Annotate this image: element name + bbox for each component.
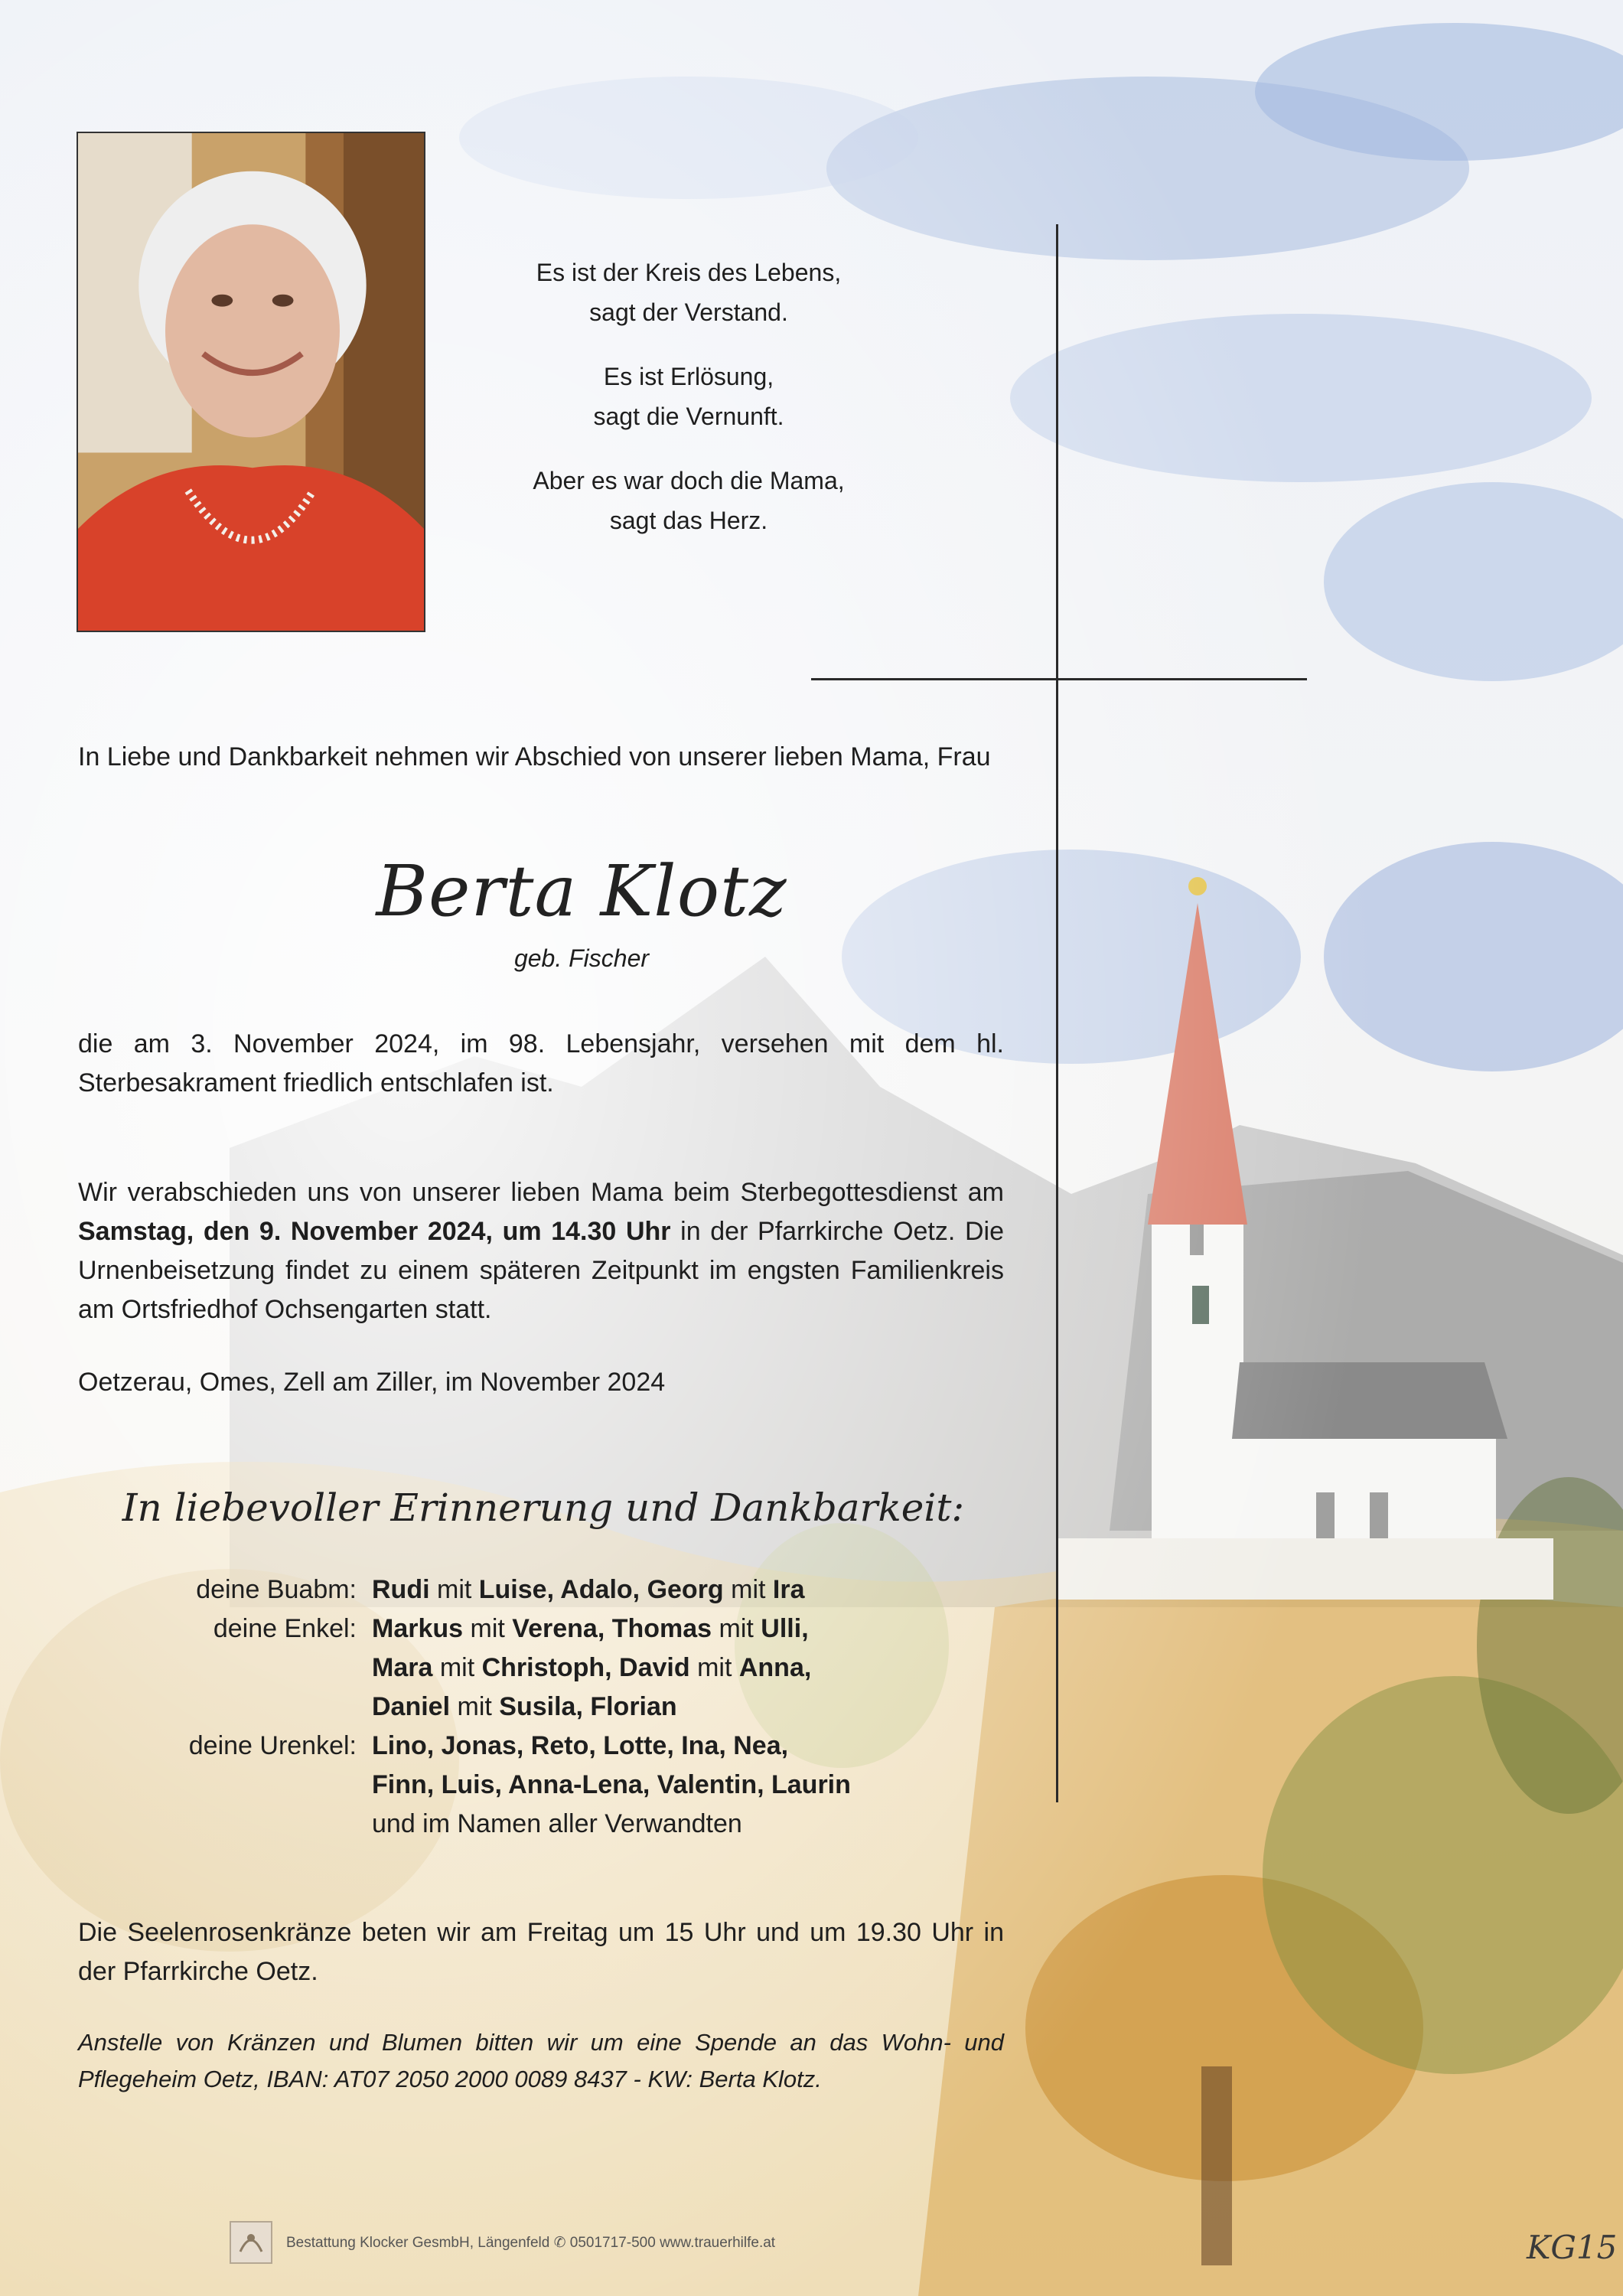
poem-line: Aber es war doch die Mama,	[533, 467, 845, 494]
family-line	[372, 1609, 995, 1649]
service-text	[78, 1173, 1004, 1329]
family-row-grandchildren	[77, 1609, 995, 1727]
poem-line: Es ist der Kreis des Lebens,	[536, 259, 842, 286]
family-line	[372, 1649, 995, 1688]
portrait-photo	[77, 132, 425, 632]
family-line	[372, 1727, 995, 1766]
family-member: Florian	[590, 1692, 677, 1721]
footer	[230, 2219, 918, 2265]
poem-stanza-3	[459, 461, 918, 540]
place-date: Oetzerau, Omes, Zell am Ziller, im November 2024	[78, 1368, 666, 1397]
footer-text: Bestattung Klocker GesmbH, Längenfeld ✆ 0501717-500 www.trauerhilfe.at	[286, 2234, 776, 2251]
family-joiner: mit	[712, 1614, 761, 1643]
poem-stanza-1	[459, 253, 918, 332]
poem-line: sagt das Herz.	[609, 507, 768, 534]
family-member: Thomas	[611, 1614, 712, 1643]
poem-stanza-2	[459, 357, 918, 436]
family-label: deine Urenkel:	[188, 1731, 357, 1760]
family-list	[77, 1570, 995, 1844]
family-separator: ,	[575, 1692, 591, 1721]
family-joiner: mit	[723, 1575, 773, 1604]
birth-name: geb. Fischer	[513, 944, 650, 972]
family-member: Christoph	[481, 1653, 605, 1682]
funeral-home-logo-icon	[230, 2221, 272, 2264]
donation-text: Anstelle von Kränzen und Blumen bitten wir um eine Spende an das Wohn- und Pflegeheim Oetz, IBAN: AT07 2050 2000 0089 8437 - KW: Berta Klotz.	[78, 2029, 1004, 2092]
poem-line: Es ist Erlösung,	[603, 363, 774, 390]
family-joiner: mit	[689, 1653, 739, 1682]
family-separator: ,	[803, 1653, 812, 1682]
family-member: Luise	[478, 1575, 547, 1604]
family-joiner: mit	[463, 1614, 513, 1643]
poem	[459, 253, 918, 565]
service-text-before: Wir verabschieden uns von unserer lieben Mama beim Sterbegottesdienst am	[78, 1178, 1004, 1207]
family-line	[372, 1688, 995, 1727]
artist-signature: KG15	[1527, 2229, 1618, 2266]
cross-horizontal-line	[811, 678, 1307, 680]
family-row-sons	[77, 1570, 995, 1609]
family-member: Adalo	[560, 1575, 633, 1604]
family-member-list: Finn, Luis, Anna-Lena, Valentin, Laurin	[372, 1770, 851, 1799]
deceased-name: Berta Klotz	[376, 850, 787, 932]
memory-title: In liebevoller Erinnerung und Dankbarkeit:	[122, 1486, 965, 1530]
family-member: Anna	[738, 1653, 804, 1682]
family-member: Rudi	[372, 1575, 430, 1604]
family-separator: ,	[632, 1575, 647, 1604]
family-joiner: mit	[450, 1692, 500, 1721]
family-separator: ,	[605, 1653, 620, 1682]
cross-vertical-line	[1056, 224, 1058, 1802]
family-separator: ,	[801, 1614, 809, 1643]
family-member: Ulli	[761, 1614, 802, 1643]
poem-line: sagt der Verstand.	[589, 298, 788, 326]
family-names	[372, 1609, 995, 1727]
family-label: deine Buabm:	[196, 1575, 357, 1604]
family-label: deine Enkel:	[213, 1614, 357, 1643]
service-text-after: in der Pfarrkirche Oetz. Die Urnenbeisetzung findet zu einem späteren Zeitpunkt im engsten Familienkreis am Ortsfriedhof Ochsengarten statt.	[78, 1217, 1004, 1324]
intro-text: In Liebe und Dankbarkeit nehmen wir Abschied von unserer lieben Mama, Frau	[78, 742, 991, 771]
family-member: Susila	[499, 1692, 576, 1721]
family-member: Mara	[372, 1653, 433, 1682]
poem-line: sagt die Vernunft.	[593, 403, 784, 430]
family-separator: ,	[546, 1575, 561, 1604]
family-names	[372, 1570, 995, 1609]
family-relatives: und im Namen aller Verwandten	[372, 1809, 742, 1838]
family-member: Ira	[772, 1575, 805, 1604]
family-member: Markus	[372, 1614, 464, 1643]
family-member: David	[619, 1653, 690, 1682]
family-member: Daniel	[372, 1692, 451, 1721]
family-row-great-grandchildren	[77, 1727, 995, 1844]
family-member: Verena	[512, 1614, 598, 1643]
family-member: Georg	[647, 1575, 724, 1604]
family-names	[372, 1727, 995, 1844]
rosary-text: Die Seelenrosenkränze beten wir am Freitag um 15 Uhr und um 19.30 Uhr in der Pfarrkirche Oetz.	[78, 1918, 1004, 1986]
family-line	[372, 1766, 995, 1805]
service-date-time: Samstag, den 9. November 2024, um 14.30 Uhr	[78, 1217, 671, 1246]
death-text: die am 3. November 2024, im 98. Lebensjahr, versehen mit dem hl. Sterbesakrament friedlich entschlafen ist.	[78, 1029, 1004, 1097]
family-joiner: mit	[429, 1575, 479, 1604]
family-separator: ,	[597, 1614, 612, 1643]
family-joiner: mit	[432, 1653, 482, 1682]
family-member-list: Lino, Jonas, Reto, Lotte, Ina, Nea,	[372, 1731, 789, 1760]
